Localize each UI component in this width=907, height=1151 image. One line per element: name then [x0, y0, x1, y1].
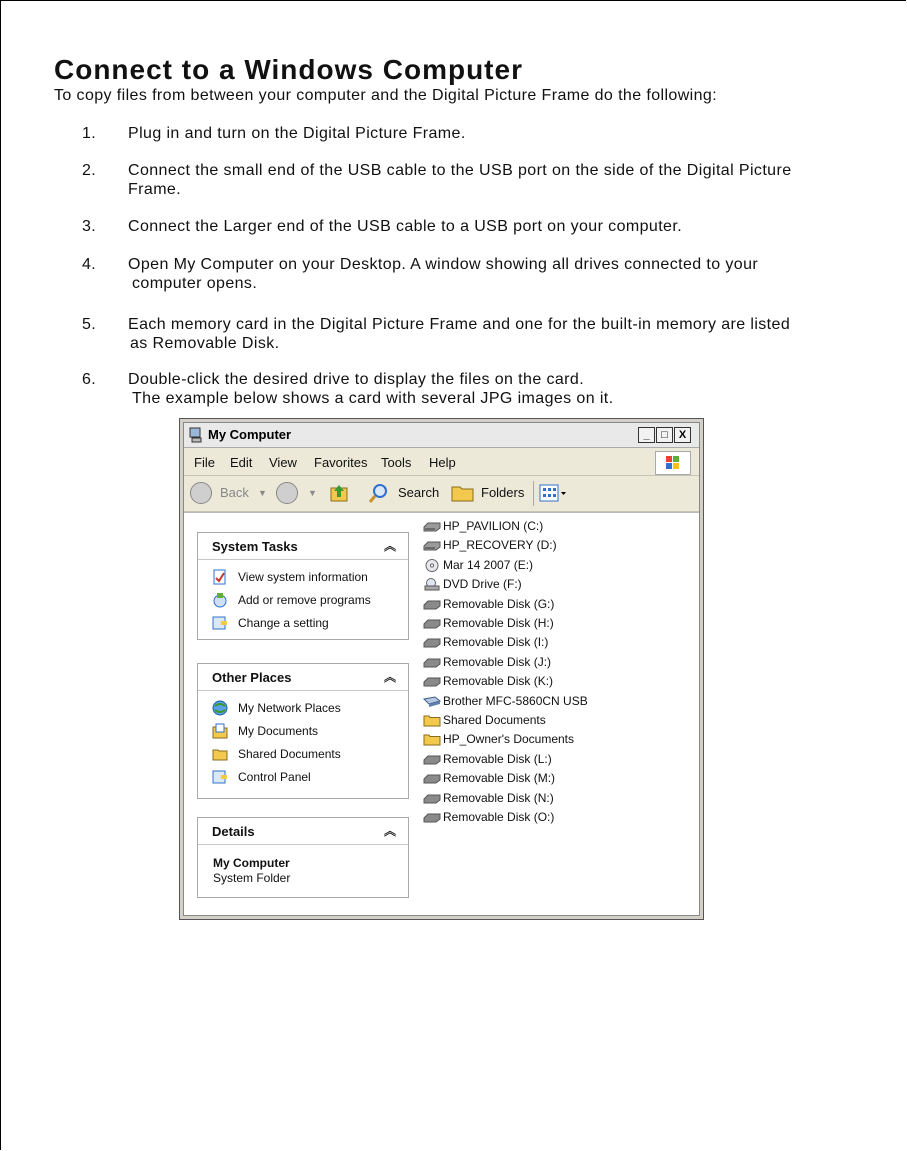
step-text: Double-click the desired drive to display the files on the card. The example below shows a card with several JPG images on it. — [128, 371, 614, 407]
link-view-system-information[interactable]: View system information — [198, 566, 408, 589]
window-title: My Computer — [208, 427, 292, 442]
removable-disk-icon — [423, 636, 441, 649]
drive-label: Removable Disk (K:) — [443, 674, 554, 689]
link-control-panel[interactable]: Control Panel — [198, 766, 408, 789]
shared-documents-folder-icon — [212, 746, 228, 762]
menu-favorites[interactable]: Favorites — [314, 455, 368, 470]
removable-disk-icon — [423, 792, 441, 805]
step-number: 4. — [82, 256, 97, 273]
removable-disk-icon — [423, 753, 441, 766]
cd-drive-icon — [423, 559, 441, 572]
step-text: Open My Computer on your Desktop. A window showing all drives connected to your computer opens. — [128, 256, 759, 292]
removable-disk-icon — [423, 656, 441, 669]
drive-label: HP_RECOVERY (D:) — [443, 538, 557, 553]
link-my-network-places[interactable]: My Network Places — [198, 697, 408, 720]
back-arrow-icon[interactable] — [190, 482, 212, 504]
my-documents-icon — [212, 723, 228, 739]
my-computer-window — [179, 418, 704, 920]
hard-drive-icon — [423, 539, 441, 552]
hard-drive-icon — [423, 520, 441, 533]
step-text: Plug in and turn on the Digital Picture Frame. — [128, 125, 466, 142]
folders-icon[interactable] — [451, 483, 475, 503]
menu-edit[interactable]: Edit — [230, 455, 253, 470]
drive-label: Brother MFC-5860CN USB — [443, 693, 588, 708]
drive-label: Shared Documents — [443, 713, 546, 727]
removable-disk-icon — [423, 617, 441, 630]
content-area — [184, 512, 699, 915]
scanner-icon — [423, 695, 441, 708]
menu-view[interactable]: View — [269, 455, 297, 470]
maximize-button[interactable]: □ — [656, 427, 673, 443]
link-change-setting[interactable]: Change a setting — [198, 612, 408, 635]
drive-label: DVD Drive (F:) — [443, 577, 522, 592]
computer-icon — [189, 427, 203, 443]
drive-label: Removable Disk (O:) — [443, 810, 555, 824]
details-type: System Folder — [213, 871, 291, 885]
removable-disk-icon — [423, 772, 441, 785]
details-panel — [197, 817, 409, 898]
drive-label: HP_PAVILION (C:) — [443, 519, 544, 533]
windows-logo-icon — [655, 451, 691, 475]
add-remove-programs-icon — [212, 592, 228, 608]
close-button[interactable]: X — [674, 427, 691, 443]
drive-label: Removable Disk (I:) — [443, 635, 549, 650]
drive-label: Removable Disk (G:) — [443, 596, 555, 611]
back-dropdown-icon[interactable]: ▼ — [258, 488, 267, 498]
search-button[interactable]: Search — [398, 485, 440, 500]
toolbar — [184, 476, 699, 512]
step-number: 3. — [82, 218, 97, 235]
views-icon[interactable] — [539, 484, 567, 504]
details-name: My Computer — [213, 856, 290, 870]
drive-label: Mar 14 2007 (E:) — [443, 557, 534, 572]
drive-label: HP_Owner's Documents — [443, 732, 575, 747]
step-number: 2. — [82, 162, 97, 179]
menu-bar — [184, 449, 699, 476]
menu-tools[interactable]: Tools — [381, 455, 412, 470]
panel-header[interactable] — [198, 533, 408, 560]
drive-label: Removable Disk (M:) — [443, 771, 556, 786]
system-tasks-panel — [197, 532, 409, 640]
removable-disk-icon — [423, 811, 441, 824]
collapse-chevron-icon[interactable]: ︽ — [383, 670, 396, 684]
forward-dropdown-icon[interactable]: ▼ — [308, 488, 317, 498]
forward-arrow-icon[interactable] — [276, 482, 298, 504]
folders-button[interactable]: Folders — [481, 485, 525, 500]
folder-icon — [423, 714, 441, 727]
drive-label: Removable Disk (L:) — [443, 751, 552, 766]
drive-label: Removable Disk (H:) — [443, 616, 554, 630]
panel-header[interactable] — [198, 818, 408, 845]
menu-help[interactable]: Help — [429, 455, 456, 470]
link-my-documents[interactable]: My Documents — [198, 720, 408, 743]
panel-title: Details — [212, 824, 255, 839]
panel-title: Other Places — [212, 670, 292, 685]
search-icon[interactable] — [367, 482, 389, 504]
minimize-button[interactable]: _ — [638, 427, 655, 443]
panel-title: System Tasks — [212, 539, 298, 554]
step-number: 5. — [82, 316, 97, 333]
step-number: 1. — [82, 125, 97, 142]
drive-label: Removable Disk (J:) — [443, 654, 552, 669]
control-panel-icon — [212, 615, 228, 631]
panel-header[interactable] — [198, 664, 408, 691]
removable-disk-icon — [423, 675, 441, 688]
network-places-icon — [212, 700, 228, 716]
step-text: Connect the small end of the USB cable to the USB port on the side of the Digital Picture Frame. — [128, 162, 792, 198]
page-title: Connect to a Windows Computer — [54, 54, 523, 85]
link-add-remove-programs[interactable]: Add or remove programs — [198, 589, 408, 612]
toolbar-separator — [533, 481, 534, 506]
system-info-icon — [212, 569, 228, 585]
intro-text: To copy files from between your computer and the Digital Picture Frame do the following: — [54, 87, 718, 104]
collapse-chevron-icon[interactable]: ︽ — [383, 539, 396, 553]
folder-icon — [423, 733, 441, 746]
back-button[interactable]: Back — [220, 485, 249, 500]
step-text: Each memory card in the Digital Picture Frame and one for the built-in memory are listed as Removable Disk. — [128, 316, 791, 352]
drive-label: Removable Disk (N:) — [443, 790, 554, 805]
other-places-panel — [197, 663, 409, 799]
title-bar[interactable] — [184, 423, 699, 448]
removable-disk-icon — [423, 598, 441, 611]
menu-file[interactable]: File — [194, 455, 215, 470]
step-text: Connect the Larger end of the USB cable to a USB port on your computer. — [128, 218, 683, 235]
collapse-chevron-icon[interactable]: ︽ — [383, 824, 396, 838]
dvd-drive-icon — [423, 578, 441, 591]
up-folder-icon[interactable] — [328, 482, 350, 504]
link-shared-documents[interactable]: Shared Documents — [198, 743, 408, 766]
control-panel-icon — [212, 769, 228, 785]
step-number: 6. — [82, 371, 97, 388]
